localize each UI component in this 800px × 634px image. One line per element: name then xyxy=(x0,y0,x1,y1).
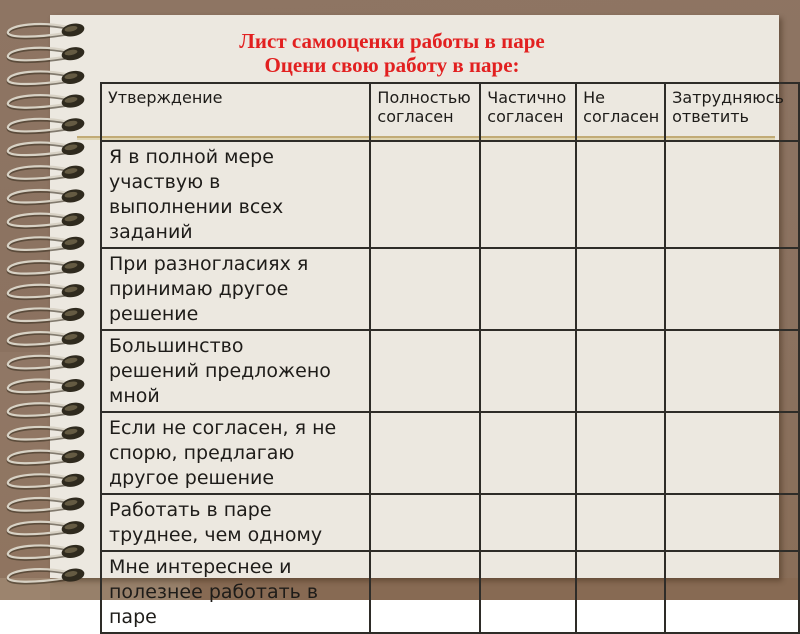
answer-cell xyxy=(370,551,480,633)
answer-cell xyxy=(576,494,665,551)
answer-cell xyxy=(665,412,799,494)
table-row xyxy=(101,412,799,494)
answer-cell xyxy=(665,141,799,248)
statement-cell: Мне интереснее и полезнее работать в паре xyxy=(101,551,370,633)
answer-cell xyxy=(480,248,576,330)
table-row xyxy=(101,551,799,633)
answer-cell xyxy=(576,330,665,412)
table-header-row xyxy=(101,83,799,141)
answer-cell xyxy=(665,551,799,633)
answer-cell xyxy=(480,412,576,494)
statement-cell: Я в полной мере участвую в выполнении всех заданий xyxy=(101,141,370,248)
answer-cell xyxy=(370,141,480,248)
statement-cell: При разногласиях я принимаю другое решение xyxy=(101,248,370,330)
table-row xyxy=(101,141,799,248)
statement-cell: Если не согласен, я не спорю, предлагаю другое решение xyxy=(101,412,370,494)
self-assessment-table-wrap xyxy=(100,82,800,634)
answer-cell xyxy=(576,248,665,330)
answer-cell xyxy=(480,330,576,412)
answer-cell xyxy=(370,330,480,412)
page-title xyxy=(50,29,734,77)
answer-cell xyxy=(480,141,576,248)
answer-cell xyxy=(576,141,665,248)
answer-cell xyxy=(576,412,665,494)
answer-cell xyxy=(576,551,665,633)
answer-cell xyxy=(370,494,480,551)
answer-cell xyxy=(480,551,576,633)
table-row xyxy=(101,248,799,330)
header-cell-4: Затрудняюсь ответить xyxy=(665,83,799,141)
header-cell-3: Не согласен xyxy=(576,83,665,141)
answer-cell xyxy=(370,248,480,330)
page-title-line2: Оцени свою работу в паре: xyxy=(264,53,520,77)
table-row xyxy=(101,330,799,412)
header-cell-2: Частично согласен xyxy=(480,83,576,141)
self-assessment-table xyxy=(100,82,800,634)
header-cell-1: Полностью согласен xyxy=(370,83,480,141)
answer-cell xyxy=(665,330,799,412)
table-row xyxy=(101,494,799,551)
spiral-binding-icon xyxy=(0,0,110,600)
answer-cell xyxy=(480,494,576,551)
statement-cell: Большинство решений предложено мной xyxy=(101,330,370,412)
page-title-line1: Лист самооценки работы в паре xyxy=(239,29,545,53)
statement-cell: Работать в паре труднее, чем одному xyxy=(101,494,370,551)
answer-cell xyxy=(665,248,799,330)
header-cell-0: Утверждение xyxy=(101,83,370,141)
answer-cell xyxy=(665,494,799,551)
answer-cell xyxy=(370,412,480,494)
